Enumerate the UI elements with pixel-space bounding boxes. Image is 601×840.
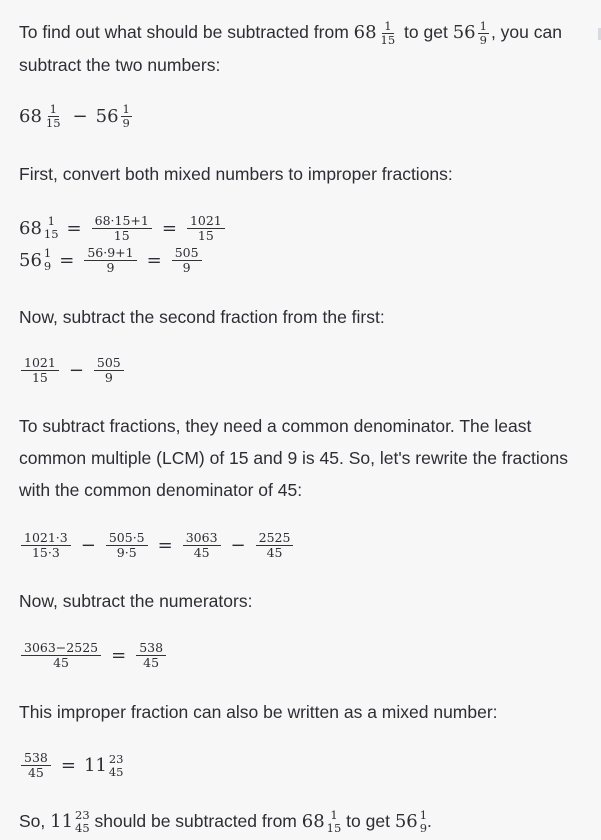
conversion-row-a: 68 1 15 = $\frac{68\cdot 15+1}{15}$ = $\frac{1021}{15}$: [19, 212, 227, 244]
conversion-equations: [19, 212, 227, 276]
mixed-56-1-9-end: 56 1 9: [394, 808, 428, 835]
subtract-paragraph: Now, subtract the second fraction from the first:: [19, 307, 385, 327]
common-denominator-expression: $\frac{1021\cdot 3}{15\cdot 3}$ − $\frac{505\cdot 5}{9\cdot 5}$ = $\frac{3063}{45}$ − $\frac{2525}{45}$: [19, 531, 295, 560]
common-denominator-paragraph: To subtract fractions, they need a common denominator. The least common multiple (LCM) of 15 and 9 is 45. So, let's rewrite the fractions with the common denominator of 45:: [19, 416, 568, 500]
intro-text-2: to get: [399, 22, 453, 42]
intro-text-3: , you can subtract the two numbers:: [19, 22, 562, 75]
fraction-subtraction: $\frac{1021}{15}$ − $\frac{505}{9}$: [19, 356, 126, 385]
mixed-56-1-9: 56 $\frac{1}{9}$: [452, 18, 487, 47]
conversion-row-b: 56 1 9 = $\frac{56\cdot 9+1}{9}$ = $\frac{505}{9}$: [19, 244, 204, 276]
mixed-68-1-15-end: 68 1 15: [301, 808, 342, 835]
conclusion-paragraph: So, 11 23 45 should be subtracted from 68 1 15 to get 56 1 9 .: [19, 805, 587, 838]
numerator-subtraction: $\frac{3063-2525}{45}$ = $\frac{538}{45}$: [19, 641, 168, 670]
mixed-number-expression: $\frac{538}{45}$ = 11 23 45: [19, 751, 124, 780]
mixed-68-1-15: 68 $\frac{1}{15}$: [353, 18, 396, 47]
mixed-11-23-45: 11 23 45: [50, 808, 90, 835]
subtraction-expression: 68 $\frac{1}{15}$ − 56 $\frac{1}{9}$: [19, 102, 130, 130]
intro-text-1: To find out what should be subtracted from: [19, 22, 354, 42]
numerators-paragraph: Now, subtract the numerators:: [19, 591, 253, 611]
convert-paragraph: First, convert both mixed numbers to improper fractions:: [19, 164, 453, 184]
mixed-number-paragraph: This improper fraction can also be written as a mixed number:: [19, 702, 498, 722]
intro-paragraph: [19, 16, 587, 81]
